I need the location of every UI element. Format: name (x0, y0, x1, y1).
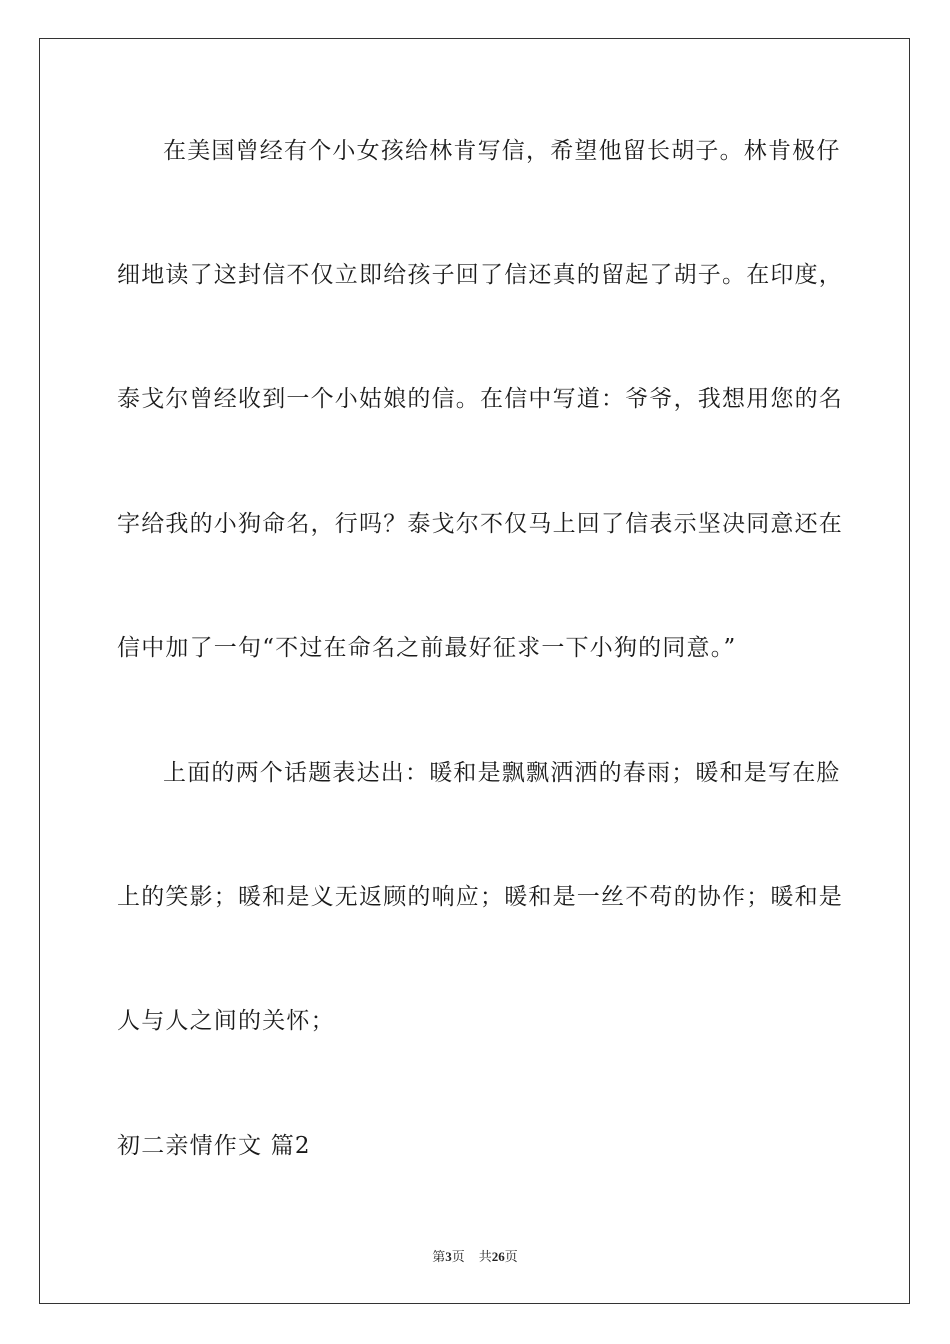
total-pages: 26 (491, 1249, 505, 1264)
paragraph-line-6: 上面的两个话题表达出：暖和是飘飘洒洒的春雨；暖和是写在脸 (163, 760, 841, 786)
page-number: 3 (445, 1249, 452, 1264)
paragraph-line-3: 泰戈尔曾经收到一个小姑娘的信。在信中写道：爷爷，我想用您的名 (117, 386, 843, 412)
paragraph-line-7: 上的笑影；暖和是义无返顾的响应；暖和是一丝不苟的协作；暖和是 (117, 884, 843, 910)
paragraph-line-2: 细地读了这封信不仅立即给孩子回了信还真的留起了胡子。在印度， (117, 262, 843, 288)
paragraph-line-1: 在美国曾经有个小女孩给林肯写信，希望他留长胡子。林肯极仔 (163, 138, 841, 164)
paragraph-line-8: 人与人之间的关怀； (117, 1008, 335, 1034)
total-suffix: 页 (504, 1249, 518, 1264)
paragraph-line-4: 字给我的小狗命名，行吗？泰戈尔不仅马上回了信表示坚决同意还在 (117, 511, 843, 537)
page-suffix: 页 (451, 1249, 465, 1264)
total-prefix: 共 (478, 1249, 492, 1264)
page-prefix: 第 (432, 1249, 446, 1264)
section-heading: 初二亲情作文 篇2 (117, 1133, 311, 1159)
page-footer (0, 1248, 950, 1266)
paragraph-line-5: 信中加了一句“不过在命名之前最好征求一下小狗的同意。” (117, 635, 737, 661)
page-border (39, 38, 910, 1304)
